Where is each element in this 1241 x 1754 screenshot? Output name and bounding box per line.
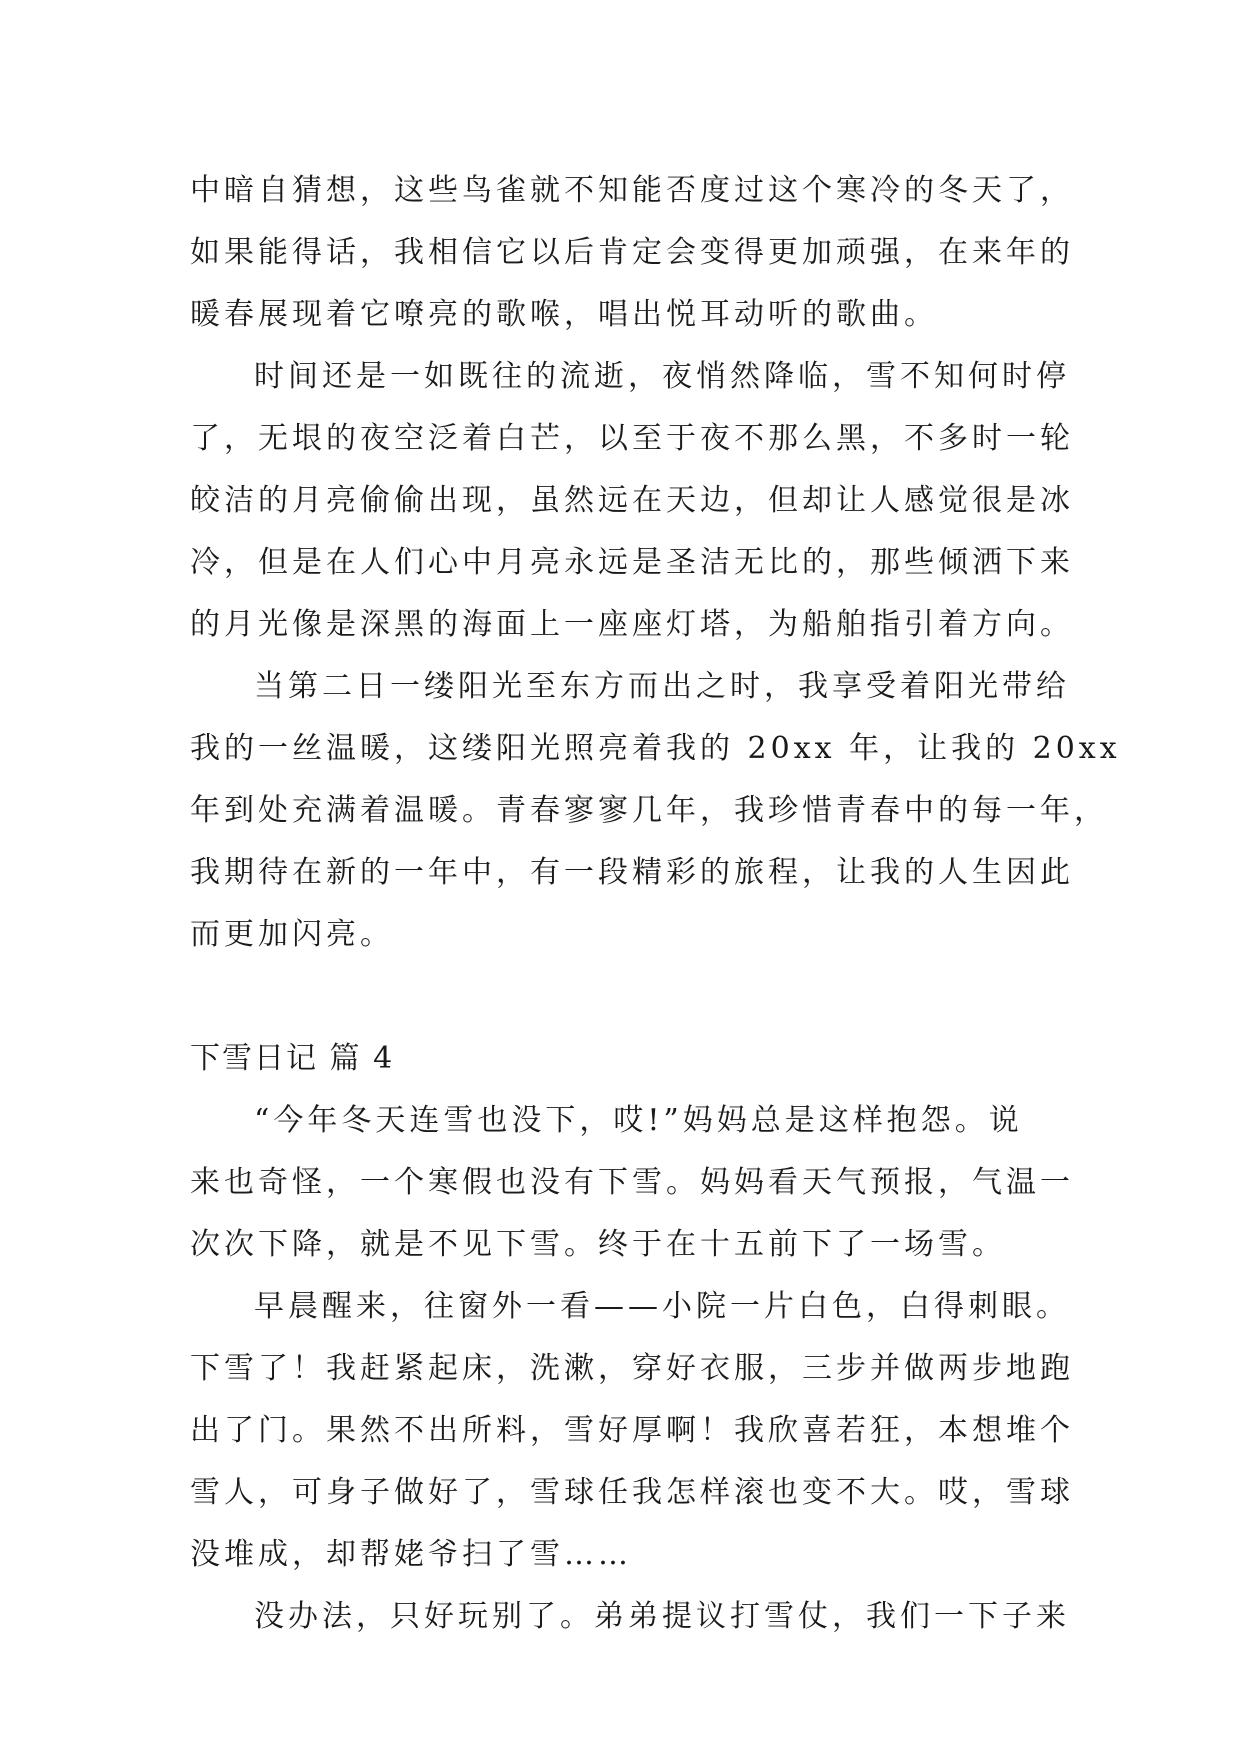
text-line: 年到处充满着温暖。青春寥寥几年，我珍惜青春中的每一年， bbox=[190, 793, 1108, 828]
paragraph-2 bbox=[190, 346, 1074, 656]
text-line: 皎洁的月亮偷偷出现，虽然远在天边，但却让人感觉很是冰 bbox=[190, 483, 1074, 518]
paragraph-6 bbox=[190, 1586, 1070, 1648]
text-line: 我期待在新的一年中，有一段精彩的旅程，让我的人生因此 bbox=[190, 855, 1074, 890]
text-line: 中暗自猜想，这些鸟雀就不知能否度过这个寒冷的冬天了， bbox=[190, 173, 1074, 208]
text-line: 暖春展现着它嘹亮的歌喉，唱出悦耳动听的歌曲。 bbox=[190, 297, 938, 332]
text-line: “今年冬天连雪也没下，哎!”妈妈总是这样抱怨。说 bbox=[254, 1103, 1023, 1138]
text-line: 如果能得话，我相信它以后肯定会变得更加顽强，在来年的 bbox=[190, 235, 1074, 270]
text-line: 来也奇怪，一个寒假也没有下雪。妈妈看天气预报，气温一 bbox=[190, 1165, 1074, 1200]
text-line: 的月光像是深黑的海面上一座座灯塔，为船舶指引着方向。 bbox=[190, 607, 1074, 642]
text-line: 早晨醒来，往窗外一看——小院一片白色，白得刺眼。 bbox=[254, 1289, 1070, 1324]
document-page bbox=[190, 160, 1121, 1648]
text-line: 我的一丝温暖，这缕阳光照亮着我的 20xx 年，让我的 20xx bbox=[190, 731, 1121, 766]
text-line: 次次下降，就是不见下雪。终于在十五前下了一场雪。 bbox=[190, 1227, 1006, 1262]
section-heading: 下雪日记 篇 4 bbox=[190, 1041, 395, 1076]
text-line: 没堆成，却帮姥爷扫了雪…… bbox=[190, 1537, 632, 1572]
paragraph-3 bbox=[190, 656, 1121, 966]
text-line: 没办法，只好玩别了。弟弟提议打雪仗，我们一下子来 bbox=[254, 1599, 1070, 1634]
section-spacer bbox=[190, 966, 1070, 1028]
text-line: 时间还是一如既往的流逝，夜悄然降临，雪不知何时停 bbox=[254, 359, 1070, 394]
text-line: 雪人，可身子做好了，雪球任我怎样滚也变不大。哎，雪球 bbox=[190, 1475, 1074, 1510]
paragraph-4 bbox=[190, 1090, 1074, 1276]
paragraph-5 bbox=[190, 1276, 1074, 1586]
text-line: 冷，但是在人们心中月亮永远是圣洁无比的，那些倾洒下来 bbox=[190, 545, 1074, 580]
text-line: 当第二日一缕阳光至东方而出之时，我享受着阳光带给 bbox=[254, 669, 1070, 704]
text-line: 而更加闪亮。 bbox=[190, 917, 394, 952]
text-line: 了，无垠的夜空泛着白芒，以至于夜不那么黑，不多时一轮 bbox=[190, 421, 1074, 456]
paragraph-1 bbox=[190, 160, 1074, 346]
text-line: 出了门。果然不出所料，雪好厚啊！我欣喜若狂，本想堆个 bbox=[190, 1413, 1074, 1448]
text-line: 下雪了！我赶紧起床，洗漱，穿好衣服，三步并做两步地跑 bbox=[190, 1351, 1074, 1386]
